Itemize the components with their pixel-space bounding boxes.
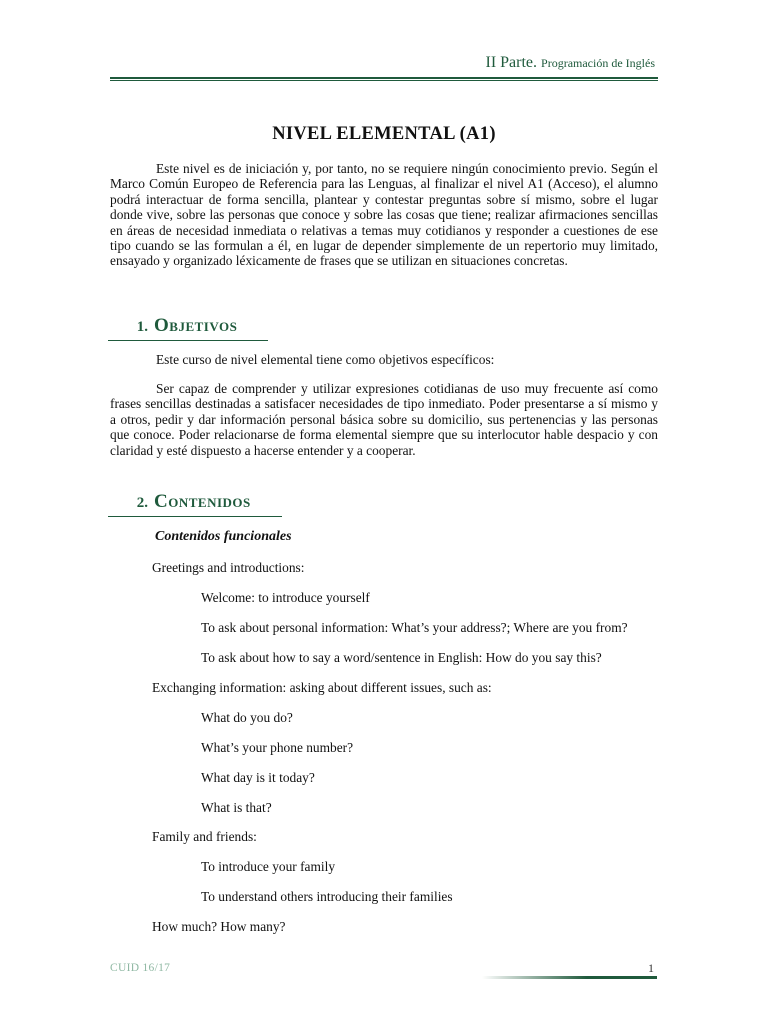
list-item: Family and friends: [152,829,257,844]
document-title: NIVEL ELEMENTAL (A1) [272,124,496,144]
list-item: Exchanging information: asking about different issues, such as: [152,680,492,695]
list-item: To introduce your family [201,859,336,874]
page-header [486,54,656,72]
header-subtitle: Programación de Inglés [541,56,655,70]
page-number: 1 [648,961,654,975]
list-item: To ask about personal information: What’s your address?; Where are you from? [201,620,628,635]
objetivos-paragraph: Ser capaz de comprender y utilizar expresiones cotidianas de uso muy frecuente así como frases sencillas destinadas a satisfacer necesidades de tipo inmediato. Poder presentarse a sí mismo y a otros, pedir y dar información personal básica sobre su domicilio, sus pertenencias y las personas que conoce. Poder relacionarse de forma elemental siempre que su interlocutor hable despacio y con claridad y esté dispuesto a hacerse entender y a cooperar. [110,381,658,458]
list-item: To understand others introducing their families [201,889,453,904]
list-item: Greetings and introductions: [152,560,305,575]
header-part: II Parte. [485,54,538,71]
subheading-contenidos-funcionales: Contenidos funcionales [155,529,292,544]
list-item: What’s your phone number? [201,740,354,755]
section-heading-contenidos [108,491,282,517]
list-item: What day is it today? [201,770,315,785]
section-title: Objetivos [154,315,238,336]
header-rule [110,77,658,79]
header-rule-thin [110,80,658,81]
intro-paragraph: Este nivel es de iniciación y, por tanto, no se requiere ningún conocimiento previo. Según el Marco Común Europeo de Referencia para las Lenguas, al finalizar el nivel A1 (Acceso), el alumno podrá interactuar de forma sencilla, plantear y contestar preguntas sobre sí mismo, sobre el lugar donde vive, sobre las personas que conoce y sobre las cosas que tiene; realizar afirmaciones sencillas en áreas de necesidad inmediata o relativas a temas muy cotidianos y responder a cuestiones de ese tipo cuando se las formulan a él, en lugar de depender simplemente de un repertorio muy limitado, ensayado y organizado léxicamente de frases que se utilizan en situaciones concretas. [110,161,658,269]
list-item: What do you do? [201,710,293,725]
objetivos-intro: Este curso de nivel elemental tiene como objetivos específicos: [156,352,495,367]
footer-label: CUID 16/17 [110,962,171,974]
section-heading-objetivos [108,315,268,341]
list-item: To ask about how to say a word/sentence in English: How do you say this? [201,650,602,665]
section-title: Contenidos [154,491,251,512]
section-number: 1. [136,319,148,335]
list-item: What is that? [201,800,272,815]
footer-rule [482,976,657,979]
list-item: How much? How many? [152,919,286,934]
list-item: Welcome: to introduce yourself [201,590,370,605]
section-number: 2. [136,495,148,511]
